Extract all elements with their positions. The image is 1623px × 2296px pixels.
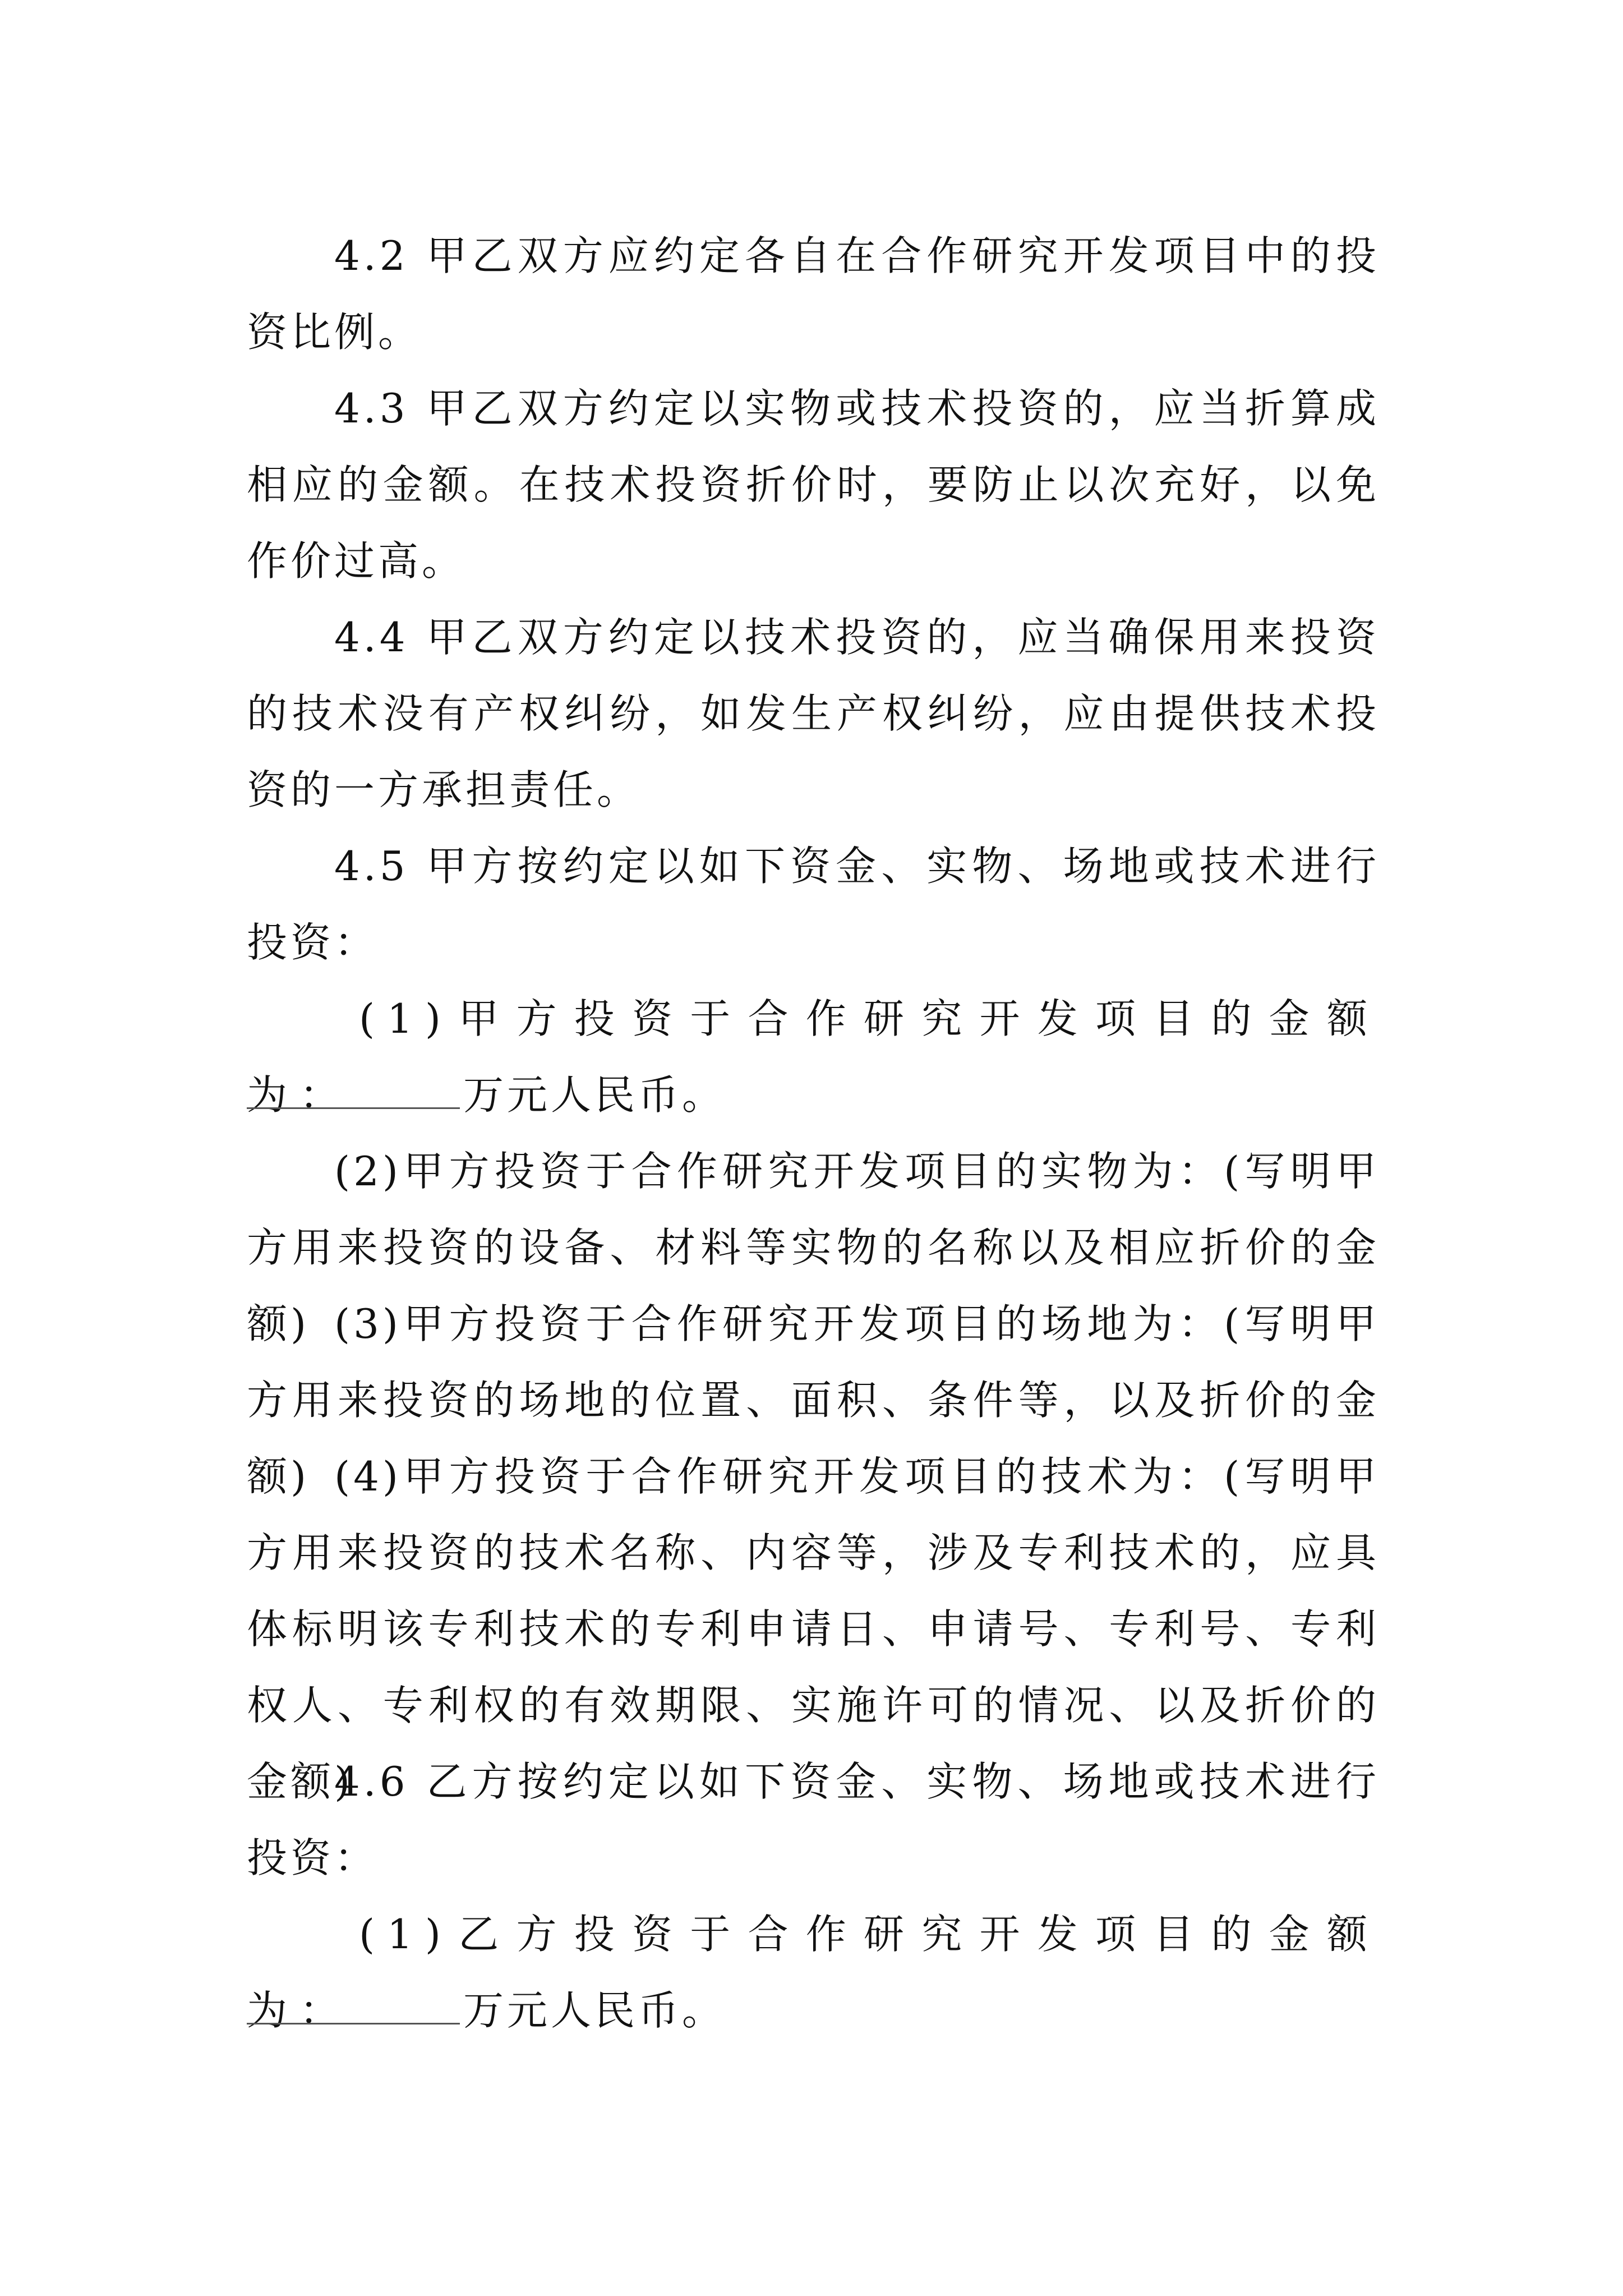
clause-4-4: 4.4 甲乙双方约定以技术投资的，应当确保用来投资的技术没有产权纠纷，如发生产权纠纷，应由提供技术投资的一方承担责任。 bbox=[247, 614, 1380, 813]
clause-4-5-3: (3)甲方投资于合作研究开发项目的场地为：(写明甲方用来投资的场地的位置、面积、条件等，以及折价的金额) bbox=[247, 1300, 1380, 1500]
amount-unit: 万元人民币。 bbox=[463, 1987, 726, 2034]
amount-unit: 万元人民币。 bbox=[463, 1071, 726, 1119]
fill-in-blank bbox=[247, 1105, 460, 1109]
clause-4-5-4: (4)甲方投资于合作研究开发项目的技术为：(写明甲方用来投资的技术名称、内容等，涉及专利技术的，应具体标明该专利技术的专利申请日、申请号、专利号、专利权人、专利权的有效期限、实施许可的情况、以及折价的金额) bbox=[247, 1453, 1380, 1805]
clause-4-6-1-line2 bbox=[247, 1972, 726, 2049]
clause-4-6: 4.6 乙方按约定以如下资金、实物、场地或技术进行投资： bbox=[247, 1758, 1380, 1881]
clause-4-5-1-line1: (1)甲方投资于合作研究开发项目的金额为： bbox=[247, 995, 1380, 1119]
clause-4-6-1-line1: (1)乙方投资于合作研究开发项目的金额为： bbox=[247, 1911, 1380, 2034]
clause-4-2: 4.2 甲乙双方应约定各自在合作研究开发项目中的投资比例。 bbox=[247, 232, 1380, 356]
clause-4-5-2: (2)甲方投资于合作研究开发项目的实物为：(写明甲方用来投资的设备、材料等实物的名称以及相应折价的金额) bbox=[247, 1148, 1380, 1347]
clause-4-3: 4.3 甲乙双方约定以实物或技术投资的，应当折算成相应的金额。在技术投资折价时，要防止以次充好，以免作价过高。 bbox=[247, 385, 1380, 585]
clause-4-5-1-line2 bbox=[247, 1057, 726, 1133]
fill-in-blank bbox=[247, 2021, 460, 2024]
clause-4-5: 4.5 甲方按约定以如下资金、实物、场地或技术进行投资： bbox=[247, 843, 1380, 966]
